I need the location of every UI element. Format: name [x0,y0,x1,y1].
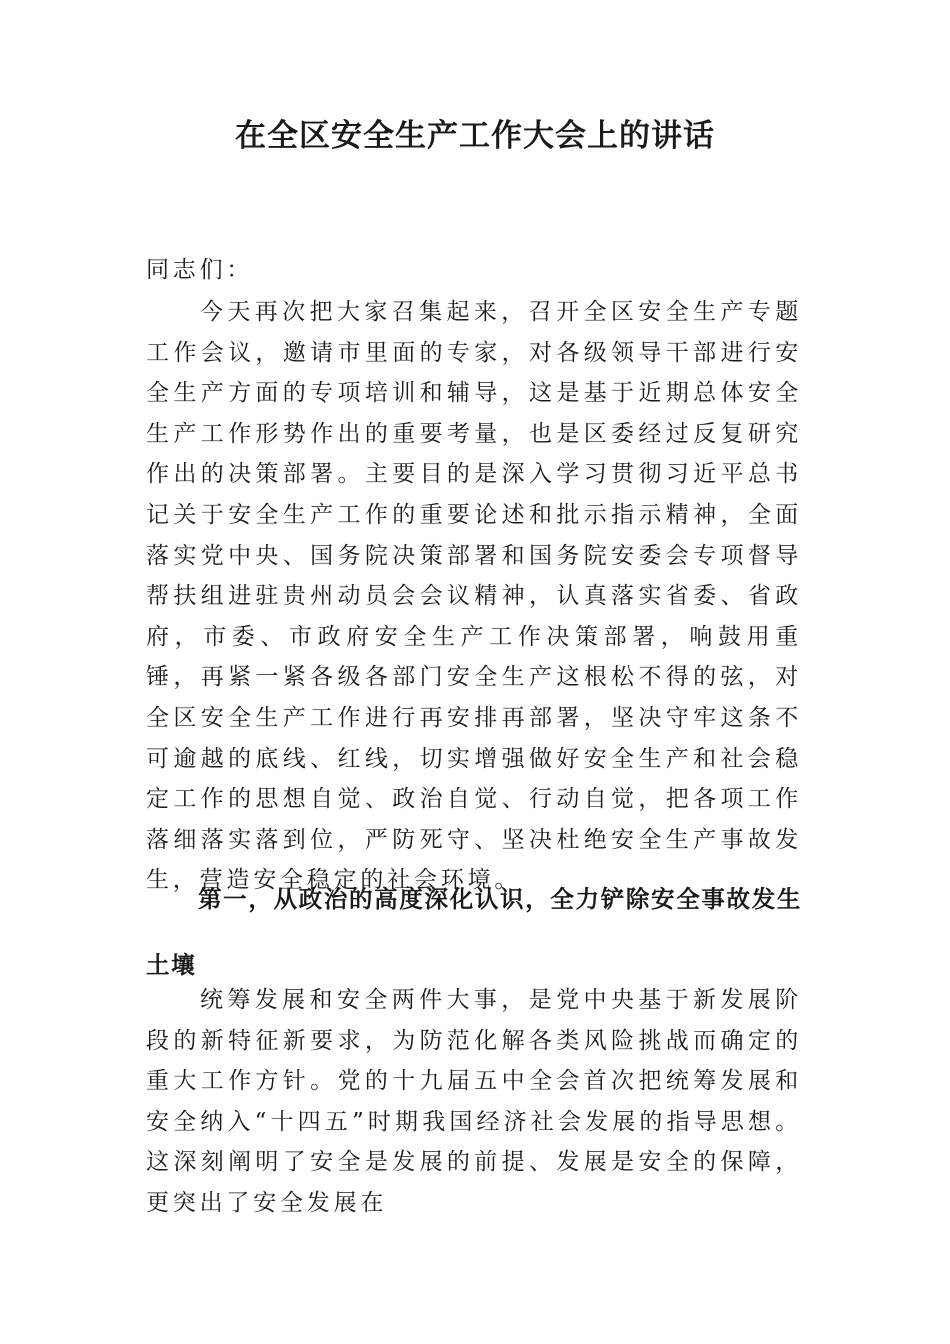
paragraph-section-1: 统筹发展和安全两件大事，是党中央基于新发展阶段的新特征新要求，为防范化解各类风险挑战而确定的重大工作方针。党的十九届五中全会首次把统筹发展和安全纳入“十四五”时期我国经济社会发展的指导思想。这深刻阐明了安全是发展的前提、发展是安全的保障，更突出了安全发展在 [146,987,802,1216]
paragraph-intro: 今天再次把大家召集起来，召开全区安全生产专题工作会议，邀请市里面的专家，对各级领导干部进行安全生产方面的专项培训和辅导，这是基于近期总体安全生产工作形势作出的重要考量，也是区委经过反复研究作出的决策部署。主要目的是深入学习贯彻习近平总书记关于安全生产工作的重要论述和批示指示精神，全面落实党中央、国务院决策部署和国务院安委会专项督导帮扶组进驻贵州动员会会议精神，认真落实省委、省政府，市委、市政府安全生产工作决策部署，响鼓用重锤，再紧一紧各级各部门安全生产这根松不得的弦，对全区安全生产工作进行再安排再部署，坚决守牢这条不可逾越的底线、红线，切实增强做好安全生产和社会稳定工作的思想自觉、政治自觉、行动自觉，把各项工作落细落实落到位，严防死守、坚决杜绝安全生产事故发生，营造安全稳定的社会环境。 [146,299,802,894]
salutation: 同志们： [146,257,254,283]
section-heading: 第一，从政治的高度深化认识，全力铲除安全事故发生土壤 [146,885,802,979]
document-title: 在全区安全生产工作大会上的讲话 [235,118,715,154]
